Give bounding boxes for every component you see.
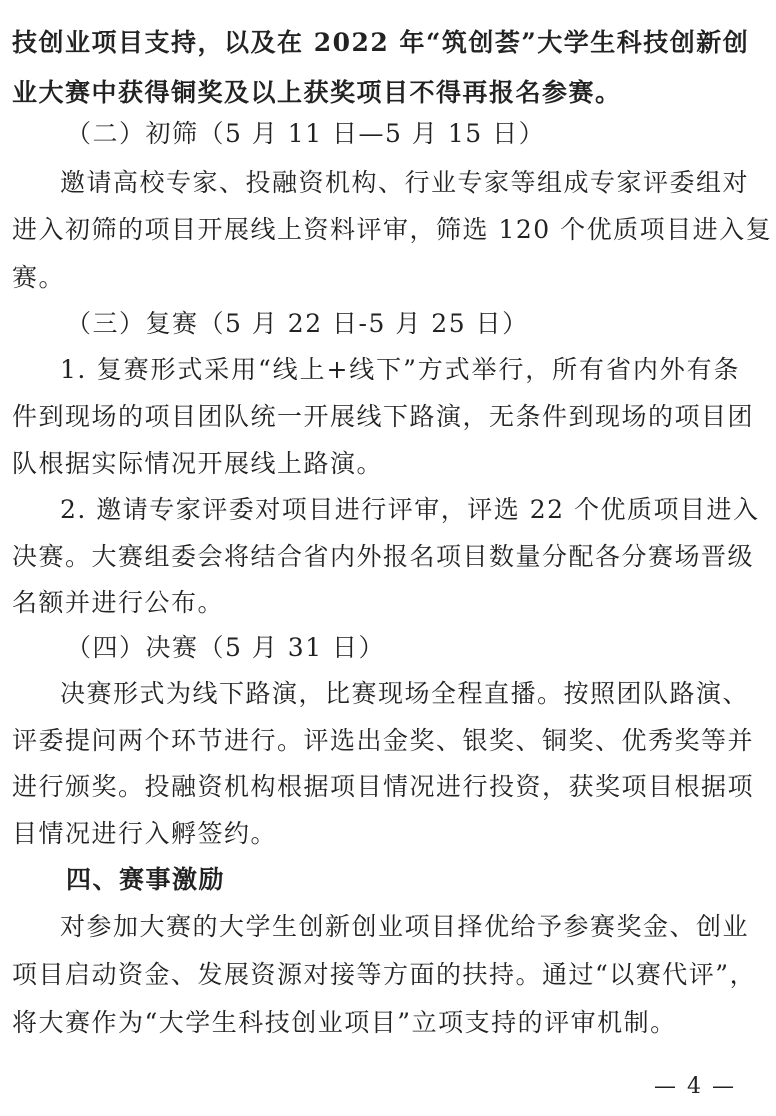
- text-line: 目情况进行入孵签约。: [12, 819, 278, 848]
- section-heading: 四、赛事激励: [66, 865, 226, 894]
- text-line: 名额并进行公布。: [12, 588, 225, 617]
- page-number: — 4 —: [654, 1074, 736, 1099]
- text-line: 2. 邀请专家评委对项目进行评审，评选 22 个优质项目进入: [60, 495, 760, 524]
- text-line: 对参加大赛的大学生创新创业项目择优给予参赛奖金、创业: [60, 912, 750, 941]
- text-line: 邀请高校专家、投融资机构、行业专家等组成专家评委组对: [60, 168, 750, 197]
- text-line: 队根据实际情况开展线上路演。: [12, 449, 384, 478]
- text-line: 进行颁奖。投融资机构根据项目情况进行投资，获奖项目根据项: [12, 772, 755, 801]
- text-line: 决赛。大赛组委会将结合省内外报名项目数量分配各分赛场晋级: [12, 542, 755, 571]
- text-line: 将大赛作为“大学生科技创业项目”立项支持的评审机制。: [12, 1008, 677, 1037]
- text-line: 1. 复赛形式采用“线上+线下”方式举行，所有省内外有条: [60, 355, 740, 384]
- section-heading: （三）复赛（5 月 22 日-5 月 25 日）: [66, 309, 529, 338]
- text-line: 项目启动资金、发展资源对接等方面的扶持。通过“以赛代评”，: [12, 960, 757, 989]
- text-line: 技创业项目支持，以及在 2022 年“筑创荟”大学生科技创新创: [12, 28, 750, 57]
- text-line: 业大赛中获得铜奖及以上获奖项目不得再报名参赛。: [12, 78, 622, 107]
- text-line: 进入初筛的项目开展线上资料评审，筛选 120 个优质项目进入复: [12, 215, 773, 244]
- text-line: 赛。: [12, 263, 66, 292]
- text-line: 决赛形式为线下路演，比赛现场全程直播。按照团队路演、: [60, 679, 750, 708]
- text-line: 件到现场的项目团队统一开展线下路演，无条件到现场的项目团: [12, 402, 755, 431]
- section-heading: （二）初筛（5 月 11 日—5 月 15 日）: [66, 119, 546, 148]
- section-heading: （四）决赛（5 月 31 日）: [66, 633, 386, 662]
- text-line: 评委提问两个环节进行。评选出金奖、银奖、铜奖、优秀奖等并: [12, 726, 755, 755]
